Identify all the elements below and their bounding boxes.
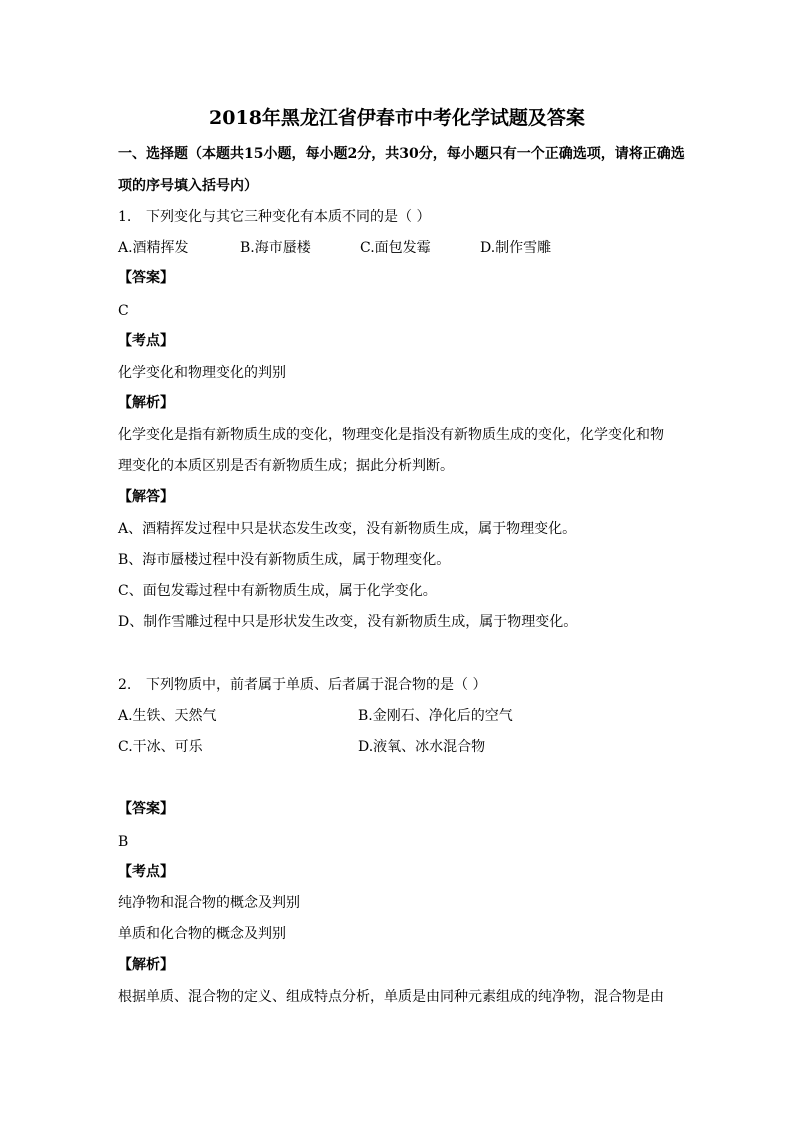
question-1-option-b: B.海市蜃楼 [240, 240, 311, 256]
question-1 [118, 207, 430, 227]
section-heading-line-2: 项的序号填入括号内） [118, 178, 258, 194]
question-2-analysis-label: 【解析】 [118, 957, 174, 973]
question-1-analysis-line-2: 理变化的本质区别是否有新物质生成；据此分析判断。 [118, 458, 454, 474]
question-1-option-c: C.面包发霉 [360, 240, 431, 256]
question-1-topic-label: 【考点】 [118, 333, 174, 349]
question-1-option-a: A.酒精挥发 [118, 240, 189, 256]
question-1-answer-label: 【答案】 [118, 270, 174, 286]
question-1-number: 1. [118, 209, 132, 225]
section-heading-line-1: 一、选择题（本题共15小题，每小题2分，共30分，每小题只有一个正确选项，请将正确选 [118, 146, 685, 162]
question-2-option-c: C.干冰、可乐 [118, 739, 203, 755]
question-2-topic-label: 【考点】 [118, 864, 174, 880]
question-2-topic-2: 单质和化合物的概念及判别 [118, 926, 286, 942]
question-2-stem: 下列物质中，前者属于单质、后者属于混合物的是（ ） [146, 677, 487, 693]
question-1-solution-b: B、海市蜃楼过程中没有新物质生成，属于物理变化。 [118, 552, 451, 568]
page-title: 2018年黑龙江省伊春市中考化学试题及答案 [209, 107, 585, 129]
question-1-stem: 下列变化与其它三种变化有本质不同的是（ ） [146, 209, 431, 225]
question-1-solution-c: C、面包发霉过程中有新物质生成，属于化学变化。 [118, 583, 437, 599]
question-2-option-b: B.金刚石、净化后的空气 [358, 708, 513, 724]
question-2-analysis-line-1: 根据单质、混合物的定义、组成特点分析，单质是由同种元素组成的纯净物，混合物是由 [118, 989, 664, 1005]
question-1-option-d: D.制作雪雕 [480, 240, 552, 256]
question-2-option-d: D.液氧、冰水混合物 [358, 739, 486, 755]
question-2 [118, 675, 486, 695]
question-2-answer-label: 【答案】 [118, 801, 174, 817]
question-1-analysis-line-1: 化学变化是指有新物质生成的变化，物理变化是指没有新物质生成的变化，化学变化和物 [118, 427, 664, 443]
question-1-solution-a: A、酒精挥发过程中只是状态发生改变，没有新物质生成，属于物理变化。 [118, 521, 577, 537]
question-1-analysis-label: 【解析】 [118, 395, 174, 411]
question-2-number: 2. [118, 677, 132, 693]
question-2-topic-1: 纯净物和混合物的概念及判别 [118, 895, 300, 911]
question-1-solution-d: D、制作雪雕过程中只是形状发生改变，没有新物质生成，属于物理变化。 [118, 614, 578, 630]
question-1-solution-label: 【解答】 [118, 489, 174, 505]
question-2-answer: B [118, 834, 129, 850]
question-2-option-a: A.生铁、天然气 [118, 708, 217, 724]
question-1-answer: C [118, 303, 129, 319]
question-1-topic: 化学变化和物理变化的判别 [118, 365, 286, 381]
